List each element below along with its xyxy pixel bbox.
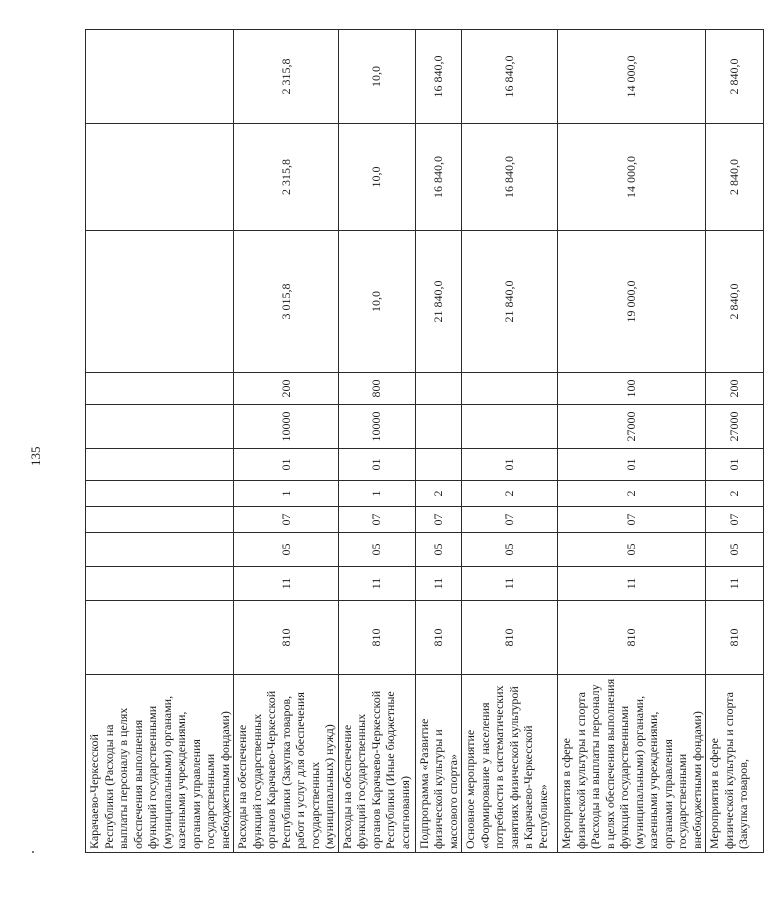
description-cell: Мероприятия в сфере физической культуры и спорта (Расходы на выплаты персоналу в целях обеспечения выполнения функций государственными (муниципальными) органами, казенными учреждениями, органами управления государственными внебюджетными фондами)	[558, 675, 706, 853]
ministry-code-cell: 810	[234, 601, 339, 675]
subprogram-code-cell: 1	[338, 481, 415, 507]
ministry-code-cell: 810	[415, 601, 462, 675]
subprogram-code-cell: 2	[462, 481, 558, 507]
expense-type-cell	[86, 373, 234, 405]
direction-code-cell: 27000	[558, 405, 706, 449]
table-row	[558, 30, 706, 853]
expense-type-cell: 200	[706, 373, 764, 405]
section-code-cell: 11	[558, 567, 706, 601]
program-code-cell: 07	[234, 507, 339, 533]
event-code-cell: 01	[706, 449, 764, 481]
expense-type-cell	[415, 373, 462, 405]
amount-2-cell: 10,0	[338, 124, 415, 231]
section-code-cell: 11	[706, 567, 764, 601]
section-code-cell: 11	[234, 567, 339, 601]
amount-1-cell: 2 840,0	[706, 231, 764, 373]
amount-1-cell: 10,0	[338, 231, 415, 373]
description-cell: Мероприятия в сфере физической культуры и спорта (Закупка товаров,	[706, 675, 764, 853]
table-row	[706, 30, 764, 853]
amount-1-cell	[86, 231, 234, 373]
event-code-cell: 01	[234, 449, 339, 481]
page-number: 135	[28, 446, 43, 466]
amount-2-cell: 14 000,0	[558, 124, 706, 231]
ministry-code-cell: 810	[706, 601, 764, 675]
description-cell: Расходы на обеспечение функций государственных органов Карачаево-Черкесской Республики (Закупка товаров, работ и услуг для обеспечения государственных (муниципальных) нужд)	[234, 675, 339, 853]
section-code-cell: 11	[338, 567, 415, 601]
expense-type-cell: 100	[558, 373, 706, 405]
direction-code-cell	[86, 405, 234, 449]
subsection-code-cell: 05	[234, 533, 339, 567]
amount-1-cell: 21 840,0	[462, 231, 558, 373]
description-cell: Расходы на обеспечение функций государственных органов Карачаево-Черкесской Республики (Иные бюджетные ассигнования)	[338, 675, 415, 853]
amount-2-cell	[86, 124, 234, 231]
amount-3-cell: 10,0	[338, 30, 415, 124]
expense-type-cell: 800	[338, 373, 415, 405]
direction-code-cell: 27000	[706, 405, 764, 449]
ministry-code-cell: 810	[462, 601, 558, 675]
expense-type-cell: 200	[234, 373, 339, 405]
subsection-code-cell: 05	[415, 533, 462, 567]
event-code-cell: 01	[558, 449, 706, 481]
event-code-cell: 01	[338, 449, 415, 481]
subsection-code-cell: 05	[338, 533, 415, 567]
subprogram-code-cell	[86, 481, 234, 507]
table-row	[415, 30, 462, 853]
rotated-page-content	[85, 30, 750, 853]
direction-code-cell: 10000	[338, 405, 415, 449]
amount-2-cell: 2 315,8	[234, 124, 339, 231]
amount-3-cell	[86, 30, 234, 124]
table-body	[86, 30, 764, 853]
subsection-code-cell: 05	[558, 533, 706, 567]
amount-2-cell: 2 840,0	[706, 124, 764, 231]
event-code-cell	[86, 449, 234, 481]
amount-2-cell: 16 840,0	[415, 124, 462, 231]
table-row	[234, 30, 339, 853]
scan-dot	[32, 851, 34, 853]
amount-3-cell: 16 840,0	[462, 30, 558, 124]
amount-1-cell: 3 015,8	[234, 231, 339, 373]
event-code-cell	[415, 449, 462, 481]
event-code-cell: 01	[462, 449, 558, 481]
subprogram-code-cell: 1	[234, 481, 339, 507]
subprogram-code-cell: 2	[415, 481, 462, 507]
program-code-cell: 07	[415, 507, 462, 533]
description-cell: Подпрограмма «Развитие физической культуры и массового спорта»	[415, 675, 462, 853]
program-code-cell	[86, 507, 234, 533]
ministry-code-cell: 810	[338, 601, 415, 675]
direction-code-cell	[462, 405, 558, 449]
direction-code-cell: 10000	[234, 405, 339, 449]
program-code-cell: 07	[558, 507, 706, 533]
program-code-cell: 07	[462, 507, 558, 533]
subprogram-code-cell: 2	[706, 481, 764, 507]
amount-3-cell: 16 840,0	[415, 30, 462, 124]
amount-2-cell: 16 840,0	[462, 124, 558, 231]
amount-3-cell: 2 315,8	[234, 30, 339, 124]
description-cell: Основное мероприятие «Формирование у населения потребности в систематических занятиях физической культурой в Карачаево-Черкесской Республике»	[462, 675, 558, 853]
table-row	[462, 30, 558, 853]
budget-table	[85, 29, 764, 853]
subsection-code-cell	[86, 533, 234, 567]
expense-type-cell	[462, 373, 558, 405]
amount-3-cell: 2 840,0	[706, 30, 764, 124]
description-cell: Карачаево-Черкесской Республики (Расходы на выплаты персоналу в целях обеспечения выполнения функций государственными (муниципальными) органами, казенными учреждениями, органами управления государственными внебюджетными фондами)	[86, 675, 234, 853]
amount-1-cell: 21 840,0	[415, 231, 462, 373]
table-row	[338, 30, 415, 853]
section-code-cell: 11	[462, 567, 558, 601]
section-code-cell: 11	[415, 567, 462, 601]
ministry-code-cell: 810	[558, 601, 706, 675]
section-code-cell	[86, 567, 234, 601]
subsection-code-cell: 05	[706, 533, 764, 567]
ministry-code-cell	[86, 601, 234, 675]
program-code-cell: 07	[706, 507, 764, 533]
subsection-code-cell: 05	[462, 533, 558, 567]
direction-code-cell	[415, 405, 462, 449]
amount-3-cell: 14 000,0	[558, 30, 706, 124]
program-code-cell: 07	[338, 507, 415, 533]
subprogram-code-cell: 2	[558, 481, 706, 507]
table-row	[86, 30, 234, 853]
amount-1-cell: 19 000,0	[558, 231, 706, 373]
